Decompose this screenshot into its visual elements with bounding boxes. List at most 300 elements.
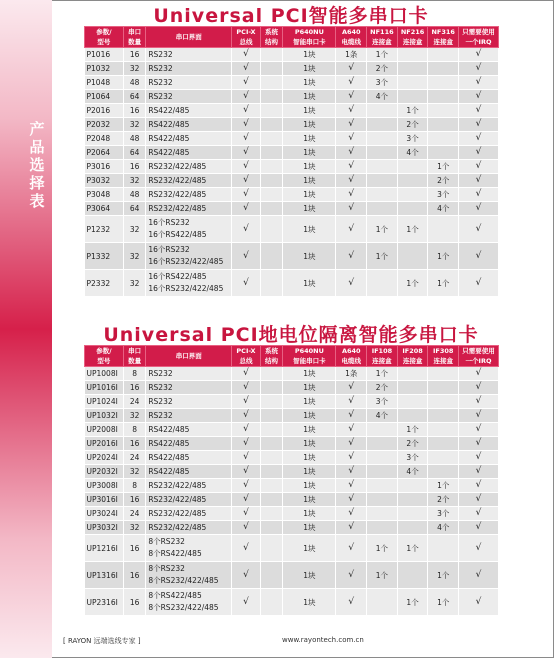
cell-box-2: 3个 bbox=[397, 132, 428, 146]
cell-port-count: 32 bbox=[123, 62, 145, 76]
cell-port-count: 16 bbox=[123, 589, 145, 616]
cell-model: P2332 bbox=[85, 270, 124, 297]
cell-box-2: 1个 bbox=[397, 216, 428, 243]
cell-system-structure bbox=[260, 493, 282, 507]
header-line: NF216 bbox=[400, 28, 425, 36]
header-line: 串口 bbox=[128, 28, 142, 36]
cell-box-2 bbox=[397, 409, 428, 423]
cell-p640nu-card: 1块 bbox=[283, 62, 336, 76]
cell-model: UP3008I bbox=[85, 479, 124, 493]
table2-header-row bbox=[85, 346, 499, 367]
interface-line: RS422/485 bbox=[148, 466, 190, 476]
cell-single-irq: √ bbox=[459, 562, 499, 589]
interface-line: RS232 bbox=[148, 396, 173, 406]
table-row bbox=[85, 90, 499, 104]
header-line: 一个IRQ bbox=[465, 38, 492, 46]
cell-model: UP2032I bbox=[85, 465, 124, 479]
header-a640-cable bbox=[336, 346, 367, 367]
cell-box-3 bbox=[428, 216, 459, 243]
interface-line: 8个RS232/422/485 bbox=[148, 576, 219, 585]
cell-model: P1064 bbox=[85, 90, 124, 104]
cell-a640-cable: √ bbox=[336, 104, 367, 118]
cell-system-structure bbox=[260, 216, 282, 243]
cell-box-3: 1个 bbox=[428, 160, 459, 174]
table-row bbox=[85, 243, 499, 270]
cell-system-structure bbox=[260, 118, 282, 132]
interface-line: RS232 bbox=[148, 63, 173, 73]
table-row bbox=[85, 104, 499, 118]
cell-pcix-bus: √ bbox=[232, 48, 261, 62]
cell-box-2 bbox=[397, 395, 428, 409]
header-p640nu-card bbox=[283, 346, 336, 367]
cell-interface bbox=[146, 270, 232, 297]
cell-p640nu-card: 1块 bbox=[283, 451, 336, 465]
cell-model: UP1316I bbox=[85, 562, 124, 589]
cell-single-irq: √ bbox=[459, 521, 499, 535]
header-line: IF308 bbox=[433, 347, 454, 355]
cell-system-structure bbox=[260, 132, 282, 146]
cell-port-count: 16 bbox=[123, 381, 145, 395]
table-row bbox=[85, 48, 499, 62]
table-row bbox=[85, 589, 499, 616]
table-row bbox=[85, 202, 499, 216]
cell-box-3 bbox=[428, 118, 459, 132]
cell-interface bbox=[146, 243, 232, 270]
cell-box-3 bbox=[428, 48, 459, 62]
table-row bbox=[85, 132, 499, 146]
cell-pcix-bus: √ bbox=[232, 381, 261, 395]
table-row bbox=[85, 562, 499, 589]
cell-system-structure bbox=[260, 451, 282, 465]
cell-a640-cable: √ bbox=[336, 409, 367, 423]
cell-pcix-bus: √ bbox=[232, 562, 261, 589]
cell-pcix-bus: √ bbox=[232, 160, 261, 174]
cell-system-structure bbox=[260, 535, 282, 562]
interface-line: RS422/485 bbox=[148, 452, 190, 462]
cell-interface bbox=[146, 381, 232, 395]
cell-a640-cable: √ bbox=[336, 174, 367, 188]
cell-port-count: 32 bbox=[123, 216, 145, 243]
cell-box-1 bbox=[367, 104, 398, 118]
cell-model: UP1216I bbox=[85, 535, 124, 562]
cell-a640-cable: √ bbox=[336, 76, 367, 90]
cell-port-count: 64 bbox=[123, 202, 145, 216]
cell-pcix-bus: √ bbox=[232, 507, 261, 521]
cell-port-count: 16 bbox=[123, 48, 145, 62]
cell-port-count: 24 bbox=[123, 507, 145, 521]
cell-port-count: 48 bbox=[123, 132, 145, 146]
table-row bbox=[85, 188, 499, 202]
table-row bbox=[85, 118, 499, 132]
table1-header-row bbox=[85, 27, 499, 48]
cell-pcix-bus: √ bbox=[232, 589, 261, 616]
header-line: 电缆线 bbox=[341, 38, 361, 46]
cell-p640nu-card: 1块 bbox=[283, 202, 336, 216]
cell-system-structure bbox=[260, 243, 282, 270]
cell-system-structure bbox=[260, 160, 282, 174]
interface-line: RS232/422/485 bbox=[148, 508, 207, 518]
table-row bbox=[85, 160, 499, 174]
cell-box-3: 1个 bbox=[428, 479, 459, 493]
cell-system-structure bbox=[260, 437, 282, 451]
cell-interface bbox=[146, 174, 232, 188]
cell-model: UP2024I bbox=[85, 451, 124, 465]
table-row bbox=[85, 437, 499, 451]
interface-line: RS232/422/485 bbox=[148, 480, 207, 490]
interface-line: RS232 bbox=[148, 410, 173, 420]
cell-interface bbox=[146, 409, 232, 423]
cell-a640-cable: √ bbox=[336, 243, 367, 270]
header-line: IF108 bbox=[371, 347, 393, 355]
cell-box-1: 4个 bbox=[367, 90, 398, 104]
cell-p640nu-card: 1块 bbox=[283, 507, 336, 521]
cell-system-structure bbox=[260, 188, 282, 202]
header-line: 连接盒 bbox=[372, 38, 392, 46]
cell-pcix-bus: √ bbox=[232, 188, 261, 202]
header-box-1 bbox=[367, 346, 398, 367]
cell-system-structure bbox=[260, 521, 282, 535]
header-line: 连接盒 bbox=[402, 357, 423, 365]
cell-single-irq: √ bbox=[459, 160, 499, 174]
cell-single-irq: √ bbox=[459, 395, 499, 409]
interface-line: RS232 bbox=[148, 77, 173, 87]
cell-single-irq: √ bbox=[459, 479, 499, 493]
cell-box-2 bbox=[397, 562, 428, 589]
table-row bbox=[85, 270, 499, 297]
interface-line: RS232 bbox=[148, 49, 173, 59]
cell-single-irq: √ bbox=[459, 423, 499, 437]
cell-interface bbox=[146, 367, 232, 381]
cell-a640-cable: √ bbox=[336, 270, 367, 297]
cell-box-1: 1个 bbox=[367, 367, 398, 381]
cell-box-1 bbox=[367, 423, 398, 437]
cell-single-irq: √ bbox=[459, 535, 499, 562]
cell-a640-cable: 1条 bbox=[336, 48, 367, 62]
side-label-char: 表 bbox=[29, 192, 45, 210]
cell-interface bbox=[146, 216, 232, 243]
cell-box-3: 3个 bbox=[428, 507, 459, 521]
cell-p640nu-card: 1块 bbox=[283, 521, 336, 535]
cell-box-2: 4个 bbox=[397, 465, 428, 479]
cell-model: P3032 bbox=[85, 174, 124, 188]
cell-box-2: 1个 bbox=[397, 104, 428, 118]
cell-a640-cable: √ bbox=[336, 423, 367, 437]
cell-model: P1048 bbox=[85, 76, 124, 90]
table-row bbox=[85, 381, 499, 395]
cell-p640nu-card: 1块 bbox=[283, 160, 336, 174]
side-label-char: 择 bbox=[29, 174, 45, 192]
header-line: A640 bbox=[341, 347, 361, 355]
cell-pcix-bus: √ bbox=[232, 90, 261, 104]
table-row bbox=[85, 174, 499, 188]
cell-model: UP1032I bbox=[85, 409, 124, 423]
cell-model: P1332 bbox=[85, 243, 124, 270]
cell-pcix-bus: √ bbox=[232, 423, 261, 437]
cell-a640-cable: √ bbox=[336, 521, 367, 535]
cell-port-count: 16 bbox=[123, 535, 145, 562]
side-label-char: 品 bbox=[29, 138, 45, 156]
cell-p640nu-card: 1块 bbox=[283, 395, 336, 409]
header-line: 智能串口卡 bbox=[293, 38, 326, 46]
cell-p640nu-card: 1块 bbox=[283, 423, 336, 437]
cell-p640nu-card: 1块 bbox=[283, 188, 336, 202]
cell-model: P1032 bbox=[85, 62, 124, 76]
cell-single-irq: √ bbox=[459, 146, 499, 160]
cell-model: UP3016I bbox=[85, 493, 124, 507]
cell-box-3: 4个 bbox=[428, 202, 459, 216]
cell-box-3: 1个 bbox=[428, 270, 459, 297]
cell-box-1: 2个 bbox=[367, 62, 398, 76]
cell-box-2 bbox=[397, 202, 428, 216]
cell-port-count: 48 bbox=[123, 76, 145, 90]
cell-p640nu-card: 1块 bbox=[283, 146, 336, 160]
cell-p640nu-card: 1块 bbox=[283, 243, 336, 270]
header-pcix-bus bbox=[232, 27, 261, 48]
cell-system-structure bbox=[260, 104, 282, 118]
cell-box-3 bbox=[428, 409, 459, 423]
cell-box-1 bbox=[367, 202, 398, 216]
cell-interface bbox=[146, 437, 232, 451]
cell-p640nu-card: 1块 bbox=[283, 437, 336, 451]
cell-a640-cable: √ bbox=[336, 188, 367, 202]
cell-system-structure bbox=[260, 90, 282, 104]
table-row bbox=[85, 62, 499, 76]
side-label-char: 选 bbox=[29, 156, 45, 174]
cell-box-1: 2个 bbox=[367, 381, 398, 395]
cell-interface bbox=[146, 562, 232, 589]
cell-p640nu-card: 1块 bbox=[283, 367, 336, 381]
cell-a640-cable: 1条 bbox=[336, 367, 367, 381]
interface-line: 8个RS232 bbox=[148, 564, 185, 573]
cell-a640-cable: √ bbox=[336, 146, 367, 160]
cell-box-1 bbox=[367, 493, 398, 507]
header-line: 系统 bbox=[265, 28, 279, 36]
cell-p640nu-card: 1块 bbox=[283, 48, 336, 62]
cell-box-3 bbox=[428, 90, 459, 104]
footer-brand: [ RAYON 远端选线专家 ] bbox=[63, 637, 141, 645]
cell-pcix-bus: √ bbox=[232, 535, 261, 562]
cell-single-irq: √ bbox=[459, 202, 499, 216]
cell-p640nu-card: 1块 bbox=[283, 104, 336, 118]
header-line: 连接盒 bbox=[402, 38, 423, 46]
cell-box-1: 3个 bbox=[367, 395, 398, 409]
cell-interface bbox=[146, 202, 232, 216]
cell-p640nu-card: 1块 bbox=[283, 562, 336, 589]
cell-p640nu-card: 1块 bbox=[283, 174, 336, 188]
interface-line: RS232/422/485 bbox=[148, 203, 207, 213]
cell-interface bbox=[146, 104, 232, 118]
cell-single-irq: √ bbox=[459, 90, 499, 104]
header-line: 参数/ bbox=[96, 28, 112, 36]
interface-line: 8个RS422/485 bbox=[148, 591, 202, 600]
cell-box-3 bbox=[428, 451, 459, 465]
cell-interface bbox=[146, 76, 232, 90]
cell-model: P2016 bbox=[85, 104, 124, 118]
header-system-structure bbox=[260, 27, 282, 48]
cell-box-1 bbox=[367, 589, 398, 616]
cell-system-structure bbox=[260, 562, 282, 589]
cell-pcix-bus: √ bbox=[232, 243, 261, 270]
cell-box-1: 4个 bbox=[367, 409, 398, 423]
cell-pcix-bus: √ bbox=[232, 409, 261, 423]
cell-box-2 bbox=[397, 62, 428, 76]
header-box-3 bbox=[428, 27, 459, 48]
cell-single-irq: √ bbox=[459, 493, 499, 507]
cell-box-1 bbox=[367, 479, 398, 493]
header-model bbox=[85, 27, 124, 48]
cell-pcix-bus: √ bbox=[232, 270, 261, 297]
cell-model: UP1024I bbox=[85, 395, 124, 409]
cell-box-2: 1个 bbox=[397, 270, 428, 297]
cell-a640-cable: √ bbox=[336, 395, 367, 409]
cell-model: UP1008I bbox=[85, 367, 124, 381]
header-line: PCI-X bbox=[236, 28, 256, 36]
cell-port-count: 16 bbox=[123, 104, 145, 118]
cell-single-irq: √ bbox=[459, 104, 499, 118]
cell-box-2: 2个 bbox=[397, 437, 428, 451]
cell-pcix-bus: √ bbox=[232, 493, 261, 507]
cell-interface bbox=[146, 395, 232, 409]
cell-pcix-bus: √ bbox=[232, 451, 261, 465]
cell-interface bbox=[146, 451, 232, 465]
cell-port-count: 64 bbox=[123, 90, 145, 104]
cell-box-2 bbox=[397, 48, 428, 62]
cell-box-3 bbox=[428, 132, 459, 146]
header-line: P640NU bbox=[294, 347, 324, 355]
cell-interface bbox=[146, 535, 232, 562]
cell-box-1: 1个 bbox=[367, 216, 398, 243]
cell-model: P1232 bbox=[85, 216, 124, 243]
cell-single-irq: √ bbox=[459, 118, 499, 132]
header-line: 型号 bbox=[97, 38, 111, 46]
cell-p640nu-card: 1块 bbox=[283, 76, 336, 90]
header-line: P640NU bbox=[294, 28, 324, 36]
cell-pcix-bus: √ bbox=[232, 118, 261, 132]
cell-single-irq: √ bbox=[459, 76, 499, 90]
cell-interface bbox=[146, 465, 232, 479]
cell-box-3: 1个 bbox=[428, 562, 459, 589]
cell-box-3 bbox=[428, 367, 459, 381]
table-row bbox=[85, 76, 499, 90]
cell-box-3 bbox=[428, 62, 459, 76]
interface-line: 16个RS232 bbox=[148, 218, 190, 227]
interface-line: RS422/485 bbox=[148, 438, 190, 448]
cell-box-2 bbox=[397, 160, 428, 174]
cell-box-1: 3个 bbox=[367, 76, 398, 90]
interface-line: 8个RS232/422/485 bbox=[148, 603, 219, 612]
cell-model: P1016 bbox=[85, 48, 124, 62]
cell-port-count: 32 bbox=[123, 118, 145, 132]
cell-system-structure bbox=[260, 507, 282, 521]
table2-title: Universal PCI地电位隔离智能多串口卡 bbox=[103, 324, 479, 346]
header-box-1 bbox=[367, 27, 398, 48]
cell-interface bbox=[146, 479, 232, 493]
cell-box-1 bbox=[367, 118, 398, 132]
header-line: 结构 bbox=[265, 357, 279, 365]
cell-box-1 bbox=[367, 146, 398, 160]
cell-box-2 bbox=[397, 367, 428, 381]
cell-pcix-bus: √ bbox=[232, 437, 261, 451]
cell-single-irq: √ bbox=[459, 451, 499, 465]
footer-url[interactable]: www.rayontech.com.cn bbox=[282, 636, 364, 644]
cell-p640nu-card: 1块 bbox=[283, 493, 336, 507]
cell-box-3: 2个 bbox=[428, 174, 459, 188]
header-line: 连接盒 bbox=[433, 38, 453, 46]
cell-single-irq: √ bbox=[459, 62, 499, 76]
side-label bbox=[26, 120, 48, 210]
header-line: 连接盒 bbox=[372, 357, 392, 365]
cell-port-count: 16 bbox=[123, 437, 145, 451]
table-row bbox=[85, 479, 499, 493]
cell-port-count: 16 bbox=[123, 160, 145, 174]
cell-interface bbox=[146, 160, 232, 174]
cell-interface bbox=[146, 48, 232, 62]
cell-interface bbox=[146, 132, 232, 146]
cell-single-irq: √ bbox=[459, 381, 499, 395]
cell-single-irq: √ bbox=[459, 188, 499, 202]
cell-system-structure bbox=[260, 395, 282, 409]
cell-model: P2032 bbox=[85, 118, 124, 132]
cell-single-irq: √ bbox=[459, 589, 499, 616]
cell-a640-cable: √ bbox=[336, 451, 367, 465]
cell-pcix-bus: √ bbox=[232, 465, 261, 479]
cell-port-count: 32 bbox=[123, 243, 145, 270]
cell-p640nu-card: 1块 bbox=[283, 381, 336, 395]
cell-box-2: 4个 bbox=[397, 146, 428, 160]
cell-box-1 bbox=[367, 160, 398, 174]
cell-port-count: 32 bbox=[123, 174, 145, 188]
cell-model: UP3032I bbox=[85, 521, 124, 535]
cell-a640-cable: √ bbox=[336, 90, 367, 104]
cell-box-2: 2个 bbox=[397, 118, 428, 132]
cell-box-1 bbox=[367, 174, 398, 188]
header-line: 数量 bbox=[128, 357, 142, 365]
cell-box-2 bbox=[397, 188, 428, 202]
cell-system-structure bbox=[260, 367, 282, 381]
header-pcix-bus bbox=[232, 346, 261, 367]
cell-pcix-bus: √ bbox=[232, 76, 261, 90]
cell-box-1: 1个 bbox=[367, 535, 398, 562]
cell-interface bbox=[146, 507, 232, 521]
table1 bbox=[84, 26, 499, 297]
cell-p640nu-card: 1块 bbox=[283, 589, 336, 616]
cell-box-3 bbox=[428, 437, 459, 451]
cell-single-irq: √ bbox=[459, 48, 499, 62]
cell-port-count: 32 bbox=[123, 465, 145, 479]
cell-box-3: 1个 bbox=[428, 589, 459, 616]
cell-a640-cable: √ bbox=[336, 562, 367, 589]
cell-system-structure bbox=[260, 48, 282, 62]
cell-single-irq: √ bbox=[459, 270, 499, 297]
cell-box-2 bbox=[397, 90, 428, 104]
cell-box-2: 1个 bbox=[397, 589, 428, 616]
cell-pcix-bus: √ bbox=[232, 132, 261, 146]
header-model bbox=[85, 346, 124, 367]
table-row bbox=[85, 367, 499, 381]
cell-a640-cable: √ bbox=[336, 160, 367, 174]
header-a640-cable bbox=[336, 27, 367, 48]
cell-system-structure bbox=[260, 76, 282, 90]
cell-box-2 bbox=[397, 174, 428, 188]
cell-box-3 bbox=[428, 395, 459, 409]
cell-pcix-bus: √ bbox=[232, 104, 261, 118]
cell-p640nu-card: 1块 bbox=[283, 409, 336, 423]
cell-box-1 bbox=[367, 465, 398, 479]
cell-box-3 bbox=[428, 146, 459, 160]
cell-system-structure bbox=[260, 465, 282, 479]
cell-box-3: 1个 bbox=[428, 243, 459, 270]
cell-a640-cable: √ bbox=[336, 535, 367, 562]
